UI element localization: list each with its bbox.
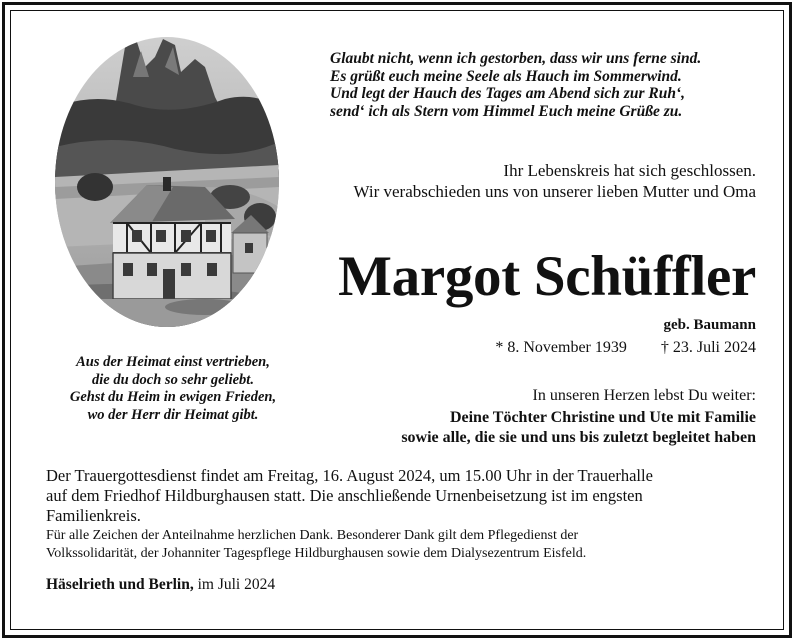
intro-text <box>354 160 756 202</box>
service-line: Familienkreis. <box>46 506 141 525</box>
signoff-place: Häselrieth und Berlin, <box>46 576 194 593</box>
service-notice <box>46 466 766 526</box>
maiden-name: geb. Baumann <box>663 317 756 333</box>
thanks-line: Für alle Zeichen der Anteilnahme herzlichen Dank. Besonderer Dank gilt dem Pflegedienst der <box>46 528 579 543</box>
service-line: auf dem Friedhof Hildburghausen statt. Die anschließende Urnenbeisetzung ist im engsten <box>46 486 643 505</box>
life-dates <box>495 338 756 358</box>
verse-line: Aus der Heimat einst vertrieben, <box>76 354 270 370</box>
deceased-name: Margot Schüffler <box>338 245 756 308</box>
service-line: Der Trauergottesdienst findet am Freitag, 16. August 2024, um 15.00 Uhr in der Trauerhalle <box>46 466 653 485</box>
mourners-line-1: Deine Töchter Christine und Ute mit Familie <box>449 409 756 426</box>
house-painting-image <box>55 37 279 327</box>
poem-line: Es grüßt euch meine Seele als Hauch im Sommerwind. <box>330 67 682 85</box>
intro-line-1: Ihr Lebenskreis hat sich geschlossen. <box>503 161 756 180</box>
mourners <box>401 408 756 448</box>
verse-line: Gehst du Heim in ewigen Frieden, <box>69 389 277 405</box>
verse-line: wo der Herr dir Heimat gibt. <box>87 406 259 423</box>
mourners-lead: In unseren Herzen lebst Du weiter: <box>532 387 756 404</box>
poem-line: Glaubt nicht, wenn ich gestorben, dass wir uns ferne sind. <box>330 50 702 67</box>
birth-date: * 8. November 1939 <box>495 339 627 356</box>
signoff <box>46 575 275 595</box>
mourners-line-2: sowie alle, die sie und uns bis zuletzt begleitet haben <box>401 429 756 446</box>
death-date: † 23. Juli 2024 <box>660 339 756 356</box>
signoff-date: im Juli 2024 <box>197 576 276 593</box>
thanks-notice <box>46 527 766 563</box>
intro-line-2: Wir verabschieden uns von unserer lieben Mutter und Oma <box>353 182 756 201</box>
verse-line: die du doch so sehr geliebt. <box>92 371 254 388</box>
verse <box>42 354 304 424</box>
poem <box>330 50 750 120</box>
poem-line: Und legt der Hauch des Tages am Abend sich zur Ruh‘, <box>330 85 685 102</box>
poem-line: send‘ ich als Stern vom Himmel Euch meine Grüße zu. <box>330 102 683 120</box>
thanks-line: Volkssolidarität, der Johanniter Tagespflege Hildburghausen sowie dem Dialysezentrum Eisfeld. <box>46 546 587 561</box>
